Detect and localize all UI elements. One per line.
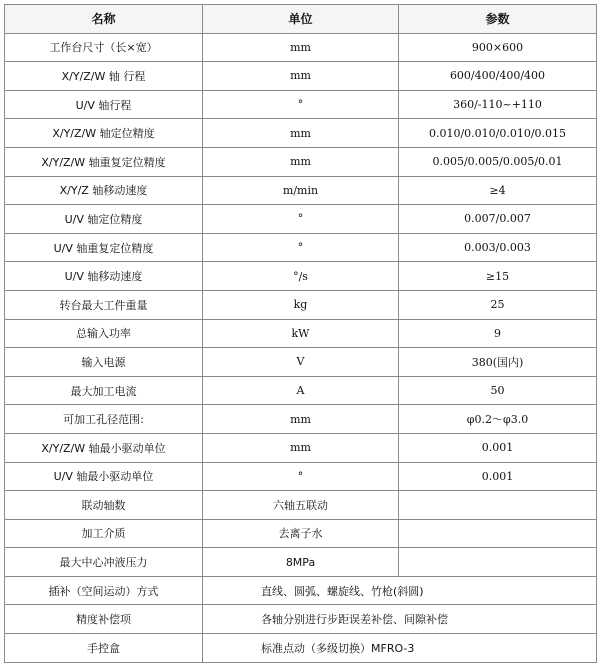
row-unit: ° — [203, 233, 399, 262]
row-name: 加工介质 — [5, 519, 203, 548]
row-unit: mm — [203, 62, 399, 91]
row-name: 最大中心冲液压力 — [5, 548, 203, 577]
row-unit: kW — [203, 319, 399, 348]
row-param: 0.001 — [399, 462, 597, 491]
row-name: U/V 轴定位精度 — [5, 205, 203, 234]
table-row — [5, 376, 597, 405]
row-merged-value: 标准点动（多级切换）MFRO-3 — [203, 634, 597, 663]
row-name: X/Y/Z/W 轴最小驱动单位 — [5, 433, 203, 462]
table-row — [5, 33, 597, 62]
row-name: 输入电源 — [5, 348, 203, 377]
table-row — [5, 348, 597, 377]
table-row — [5, 462, 597, 491]
row-unit: A — [203, 376, 399, 405]
row-name: U/V 轴移动速度 — [5, 262, 203, 291]
table-row — [5, 233, 597, 262]
row-unit: V — [203, 348, 399, 377]
row-param: 360/-110~+110 — [399, 90, 597, 119]
header-row — [5, 5, 597, 34]
row-unit: 六轴五联动 — [203, 491, 399, 520]
table-row — [5, 319, 597, 348]
row-param: 0.003/0.003 — [399, 233, 597, 262]
row-unit: mm — [203, 119, 399, 148]
row-merged-value: 各轴分别进行步距误差补偿、间隙补偿 — [203, 605, 597, 634]
row-name: 手控盒 — [5, 634, 203, 663]
table-row — [5, 605, 597, 634]
row-name: 最大加工电流 — [5, 376, 203, 405]
row-unit: m/min — [203, 176, 399, 205]
row-param: 9 — [399, 319, 597, 348]
row-name: X/Y/Z 轴移动速度 — [5, 176, 203, 205]
table-row — [5, 405, 597, 434]
row-unit: °/s — [203, 262, 399, 291]
row-name: 转台最大工件重量 — [5, 290, 203, 319]
row-name: U/V 轴重复定位精度 — [5, 233, 203, 262]
row-param: 50 — [399, 376, 597, 405]
row-param — [399, 491, 597, 520]
table-row — [5, 548, 597, 577]
row-name: U/V 轴最小驱动单位 — [5, 462, 203, 491]
row-name: U/V 轴行程 — [5, 90, 203, 119]
table-row — [5, 634, 597, 663]
row-unit: ° — [203, 90, 399, 119]
row-name: 插补（空间运动）方式 — [5, 576, 203, 605]
table-row — [5, 491, 597, 520]
table-row — [5, 519, 597, 548]
row-unit: kg — [203, 290, 399, 319]
row-param: φ0.2～φ3.0 — [399, 405, 597, 434]
row-param: ≥4 — [399, 176, 597, 205]
row-unit: 8MPa — [203, 548, 399, 577]
header-name: 名称 — [5, 5, 203, 34]
row-param: 600/400/400/400 — [399, 62, 597, 91]
row-unit: mm — [203, 433, 399, 462]
row-unit: mm — [203, 147, 399, 176]
row-param: 0.001 — [399, 433, 597, 462]
row-name: 联动轴数 — [5, 491, 203, 520]
header-unit: 单位 — [203, 5, 399, 34]
row-name: X/Y/Z/W 轴重复定位精度 — [5, 147, 203, 176]
row-unit: 去离子水 — [203, 519, 399, 548]
row-name: 精度补偿项 — [5, 605, 203, 634]
table-row — [5, 147, 597, 176]
table-row — [5, 90, 597, 119]
row-name: X/Y/Z/W 轴 行程 — [5, 62, 203, 91]
row-param: 0.010/0.010/0.010/0.015 — [399, 119, 597, 148]
row-param: 0.007/0.007 — [399, 205, 597, 234]
table-row — [5, 119, 597, 148]
table-row — [5, 205, 597, 234]
row-param — [399, 519, 597, 548]
row-merged-value: 直线、圆弧、螺旋线、竹枪(斜圆) — [203, 576, 597, 605]
row-unit: mm — [203, 33, 399, 62]
table-row — [5, 62, 597, 91]
row-name: 总输入功率 — [5, 319, 203, 348]
table-row — [5, 290, 597, 319]
row-param — [399, 548, 597, 577]
row-param: 900×600 — [399, 33, 597, 62]
row-name: 工作台尺寸（长×宽） — [5, 33, 203, 62]
row-name: X/Y/Z/W 轴定位精度 — [5, 119, 203, 148]
row-unit: ° — [203, 462, 399, 491]
row-name: 可加工孔径范围: — [5, 405, 203, 434]
table-row — [5, 176, 597, 205]
row-unit: mm — [203, 405, 399, 434]
row-param: ≥15 — [399, 262, 597, 291]
table-row — [5, 576, 597, 605]
row-param: 380(国内) — [399, 348, 597, 377]
table-row — [5, 433, 597, 462]
table-row — [5, 262, 597, 291]
row-param: 0.005/0.005/0.005/0.01 — [399, 147, 597, 176]
header-param: 参数 — [399, 5, 597, 34]
spec-table — [4, 4, 597, 663]
row-unit: ° — [203, 205, 399, 234]
row-param: 25 — [399, 290, 597, 319]
